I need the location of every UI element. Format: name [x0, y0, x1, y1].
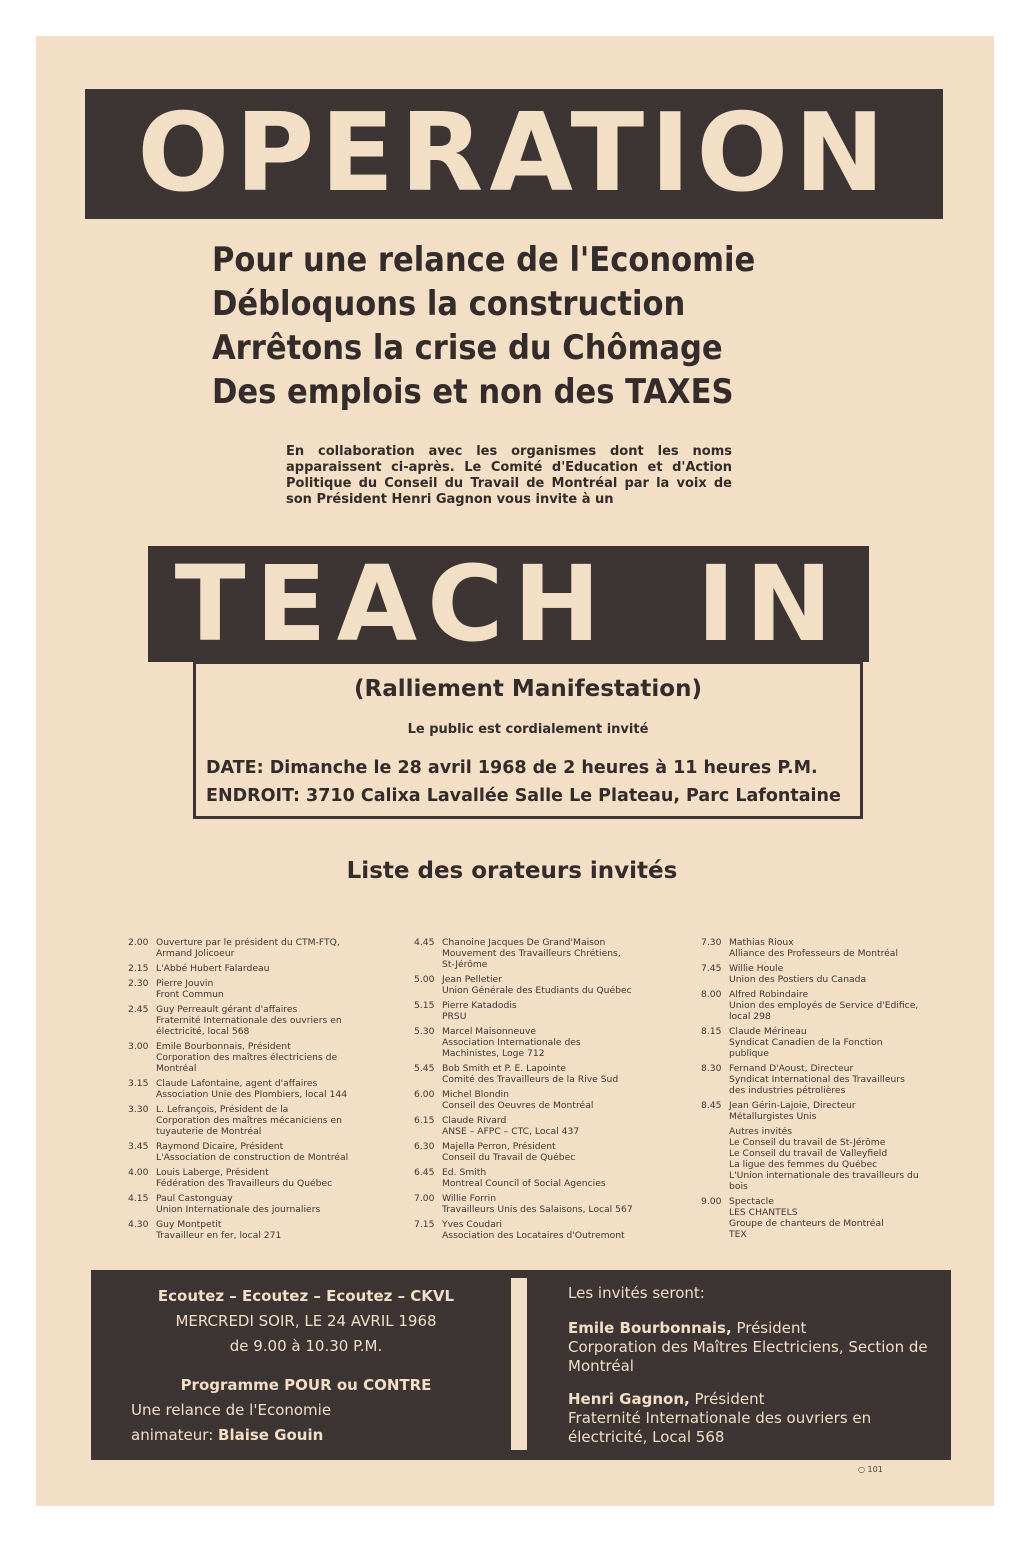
speaker-entry — [128, 1104, 353, 1137]
speaker-time: 6.00 — [414, 1089, 435, 1100]
speakers-column-2 — [414, 937, 633, 1245]
speaker-time — [701, 1126, 729, 1192]
speaker-line: Fraternité Internationale des ouvriers en — [156, 1015, 342, 1026]
speaker-text — [729, 989, 926, 1022]
guests-title: Les invités seront: — [568, 1284, 705, 1302]
speaker-line: Claude Rivard — [442, 1115, 507, 1126]
intro-paragraph: En collaboration avec les organismes dont les noms apparaissent ci-après. Le Comité d'Education et d'Action Politique du Conseil du Travail de Montréal par la voix de son Président Henri Gagnon vous invite à un — [286, 444, 732, 507]
speaker-line: électricité, local 568 — [156, 1026, 250, 1037]
speaker-time: 6.15 — [414, 1115, 435, 1126]
speaker-time: 7.45 — [701, 963, 722, 974]
speaker-text — [729, 1126, 926, 1192]
speaker-text — [729, 1026, 926, 1059]
speaker-text — [442, 1167, 629, 1189]
speakers-column-3 — [701, 937, 926, 1244]
speaker-entry — [128, 978, 353, 1000]
speaker-time: 3.00 — [128, 1041, 149, 1052]
speaker-entry — [128, 1041, 353, 1074]
speaker-time: 6.45 — [414, 1167, 435, 1178]
host-name: Blaise Gouin — [218, 1426, 324, 1444]
speaker-line: Machinistes, Loge 712 — [442, 1048, 545, 1059]
speaker-line: Le Conseil du travail de St-Jérôme — [729, 1137, 886, 1148]
speaker-line: Armand Jolicoeur — [156, 948, 235, 959]
speaker-line: Guy Montpetit — [156, 1219, 222, 1230]
speaker-line: Louis Laberge, Président — [156, 1167, 269, 1178]
speaker-text — [156, 1167, 353, 1189]
speaker-entry — [701, 1196, 926, 1240]
speaker-time: 4.00 — [128, 1167, 149, 1178]
speaker-entry — [414, 1115, 629, 1137]
speaker-time: 8.30 — [701, 1063, 722, 1074]
speaker-line: L'Union internationale des travailleurs du — [729, 1170, 919, 1181]
speaker-line: publique — [729, 1048, 769, 1059]
speaker-line: Spectacle — [729, 1196, 774, 1207]
speaker-entry — [414, 1193, 633, 1215]
radio-divider — [511, 1278, 527, 1450]
speaker-line: Comité des Travailleurs de la Rive Sud — [442, 1074, 619, 1085]
slogan-list — [212, 238, 912, 414]
speaker-text — [442, 1089, 629, 1111]
speaker-line: Corporation des maîtres électriciens de — [156, 1052, 338, 1063]
guest-name: Emile Bourbonnais, — [568, 1319, 732, 1337]
speaker-line: Association Unie des Plombiers, local 144 — [156, 1089, 348, 1100]
speaker-line: Pierre Jouvin — [156, 978, 214, 989]
operation-banner — [85, 89, 943, 219]
speaker-line: L'Association de construction de Montréal — [156, 1152, 349, 1163]
speaker-time: 5.00 — [414, 974, 435, 985]
speaker-entry — [701, 937, 926, 959]
event-date: DATE: Dimanche le 28 avril 1968 de 2 heures à 11 heures P.M. — [206, 758, 818, 778]
speaker-time: 3.45 — [128, 1141, 149, 1152]
speaker-line: Claude Lafontaine, agent d'affaires — [156, 1078, 318, 1089]
radio-program: Programme POUR ou CONTRE — [180, 1376, 432, 1394]
slogan-line: Arrêtons la crise du Chômage — [212, 328, 723, 368]
speaker-time: 2.30 — [128, 978, 149, 989]
speaker-line: Montréal — [156, 1063, 197, 1074]
speaker-entry — [701, 1063, 926, 1096]
speaker-text — [156, 1041, 353, 1074]
speaker-time: 7.30 — [701, 937, 722, 948]
speaker-line: Métallurgistes Unis — [729, 1111, 817, 1122]
speaker-entry — [128, 1167, 353, 1189]
speaker-line: Raymond Dicaire, Président — [156, 1141, 284, 1152]
speaker-line: Association des Locataires d'Outremont — [442, 1230, 625, 1241]
speaker-line: Majella Perron, Président — [442, 1141, 556, 1152]
speaker-line: Marcel Maisonneuve — [442, 1026, 537, 1037]
speaker-text — [729, 963, 926, 985]
speaker-line: La ligue des femmes du Québec — [729, 1159, 878, 1170]
speaker-entry — [128, 1078, 353, 1100]
speaker-text — [729, 1196, 926, 1240]
speaker-line: Conseil du Travail de Québec — [442, 1152, 576, 1163]
speaker-time: 4.15 — [128, 1193, 149, 1204]
speaker-line: Le Conseil du travail de Valleyfield — [729, 1148, 888, 1159]
speaker-line: L. Lefrançois, Président de la — [156, 1104, 289, 1115]
slogan-line: Débloquons la construction — [212, 284, 686, 324]
radio-host — [111, 1423, 501, 1448]
speaker-line: Jean Pelletier — [442, 974, 502, 985]
speaker-line: Travailleur en fer, local 271 — [156, 1230, 282, 1241]
speaker-entry — [128, 1004, 353, 1037]
speaker-line: Guy Perreault gérant d'affaires — [156, 1004, 298, 1015]
speaker-line: Ed. Smith — [442, 1167, 487, 1178]
speaker-line: Chanoine Jacques De Grand'Maison — [442, 937, 606, 948]
speaker-time: 2.00 — [128, 937, 149, 948]
speaker-entry — [414, 1167, 629, 1189]
speaker-line: bois — [729, 1181, 748, 1192]
speaker-line: Autres invités — [729, 1126, 793, 1137]
speaker-text — [442, 1193, 633, 1215]
speaker-line: Fernand D'Aoust, Directeur — [729, 1063, 854, 1074]
event-place: ENDROIT: 3710 Calixa Lavallée Salle Le Plateau, Parc Lafontaine — [206, 786, 841, 806]
speaker-line: Michel Blondin — [442, 1089, 509, 1100]
speaker-entry — [414, 1219, 629, 1241]
slogan-line: Des emplois et non des TAXES — [212, 372, 734, 412]
speaker-line: Syndicat Canadien de la Fonction — [729, 1037, 883, 1048]
event-date-place — [206, 754, 850, 810]
speaker-time: 8.00 — [701, 989, 722, 1000]
speaker-line: Claude Mérineau — [729, 1026, 807, 1037]
speakers-heading: Liste des orateurs invités — [346, 858, 678, 884]
speaker-line: St-Jérôme — [442, 959, 488, 970]
speaker-line: Conseil des Oeuvres de Montréal — [442, 1100, 594, 1111]
public-invite-note: Le public est cordialement invité — [407, 722, 649, 737]
radio-topic: Une relance de l'Economie — [131, 1401, 332, 1419]
guest-role: Président — [694, 1390, 765, 1408]
speaker-text — [729, 1100, 926, 1122]
speaker-entry — [701, 989, 926, 1022]
slogan-line: Pour une relance de l'Economie — [212, 240, 756, 280]
speaker-entry — [701, 1126, 926, 1192]
speaker-line: Emile Bourbonnais, Président — [156, 1041, 291, 1052]
speaker-time: 3.30 — [128, 1104, 149, 1115]
speaker-line: Travailleurs Unis des Salaisons, Local 567 — [442, 1204, 633, 1215]
speaker-text — [156, 1141, 353, 1163]
speaker-text — [442, 1115, 629, 1137]
speaker-time: 9.00 — [701, 1196, 722, 1207]
teach-in-banner — [148, 543, 869, 665]
speaker-line: ANSE – AFPC – CTC, Local 437 — [442, 1126, 580, 1137]
guest-entry — [568, 1319, 938, 1376]
speaker-line: Union des Postiers du Canada — [729, 974, 867, 985]
speaker-text — [442, 937, 629, 970]
event-subtitle: (Ralliement Manifestation) — [354, 676, 702, 702]
speaker-line: Jean Gérin-Lajoie, Directeur — [729, 1100, 856, 1111]
speaker-entry — [128, 963, 353, 974]
speaker-time: 7.15 — [414, 1219, 435, 1230]
speaker-line: Willie Houle — [729, 963, 784, 974]
speaker-line: LES CHANTELS — [729, 1207, 798, 1218]
guest-role: Président — [736, 1319, 807, 1337]
speaker-text — [156, 1193, 353, 1215]
speaker-entry — [128, 1193, 353, 1215]
guest-entry — [568, 1390, 938, 1447]
radio-time: de 9.00 à 10.30 P.M. — [229, 1337, 383, 1355]
speaker-text — [156, 1004, 353, 1037]
speaker-time: 6.30 — [414, 1141, 435, 1152]
speaker-time: 5.45 — [414, 1063, 435, 1074]
host-label: animateur: — [131, 1426, 214, 1444]
speaker-entry — [414, 1000, 629, 1022]
speaker-text — [156, 1219, 353, 1241]
speaker-line: Fédération des Travailleurs du Québec — [156, 1178, 333, 1189]
speaker-text — [442, 1000, 629, 1022]
speaker-entry — [414, 1026, 629, 1059]
speaker-time: 5.15 — [414, 1000, 435, 1011]
speaker-line: Alfred Robindaire — [729, 989, 809, 1000]
speaker-time: 3.15 — [128, 1078, 149, 1089]
speaker-entry — [128, 937, 353, 959]
speaker-line: Front Commun — [156, 989, 224, 1000]
speaker-time: 4.30 — [128, 1219, 149, 1230]
radio-headline: Ecoutez – Ecoutez – Ecoutez – CKVL — [157, 1287, 455, 1305]
speaker-time: 8.45 — [701, 1100, 722, 1111]
guest-org: Corporation des Maîtres Electriciens, Section de Montréal — [568, 1338, 928, 1375]
speaker-entry — [128, 1141, 353, 1163]
speaker-entry — [414, 937, 629, 970]
speaker-time: 8.15 — [701, 1026, 722, 1037]
radio-guests-panel — [568, 1284, 938, 1447]
speaker-line: tuyauterie de Montréal — [156, 1126, 262, 1137]
speaker-entry — [701, 1100, 926, 1122]
speaker-entry — [701, 1026, 926, 1059]
speaker-time: 7.00 — [414, 1193, 435, 1204]
speaker-line: Mathias Rioux — [729, 937, 794, 948]
radio-program-box — [91, 1270, 951, 1460]
speaker-line: Bob Smith et P. E. Lapointe — [442, 1063, 566, 1074]
speaker-line: Union des employés de Service d'Edifice, — [729, 1000, 919, 1011]
speaker-text — [156, 1078, 353, 1100]
speakers-column-1 — [128, 937, 353, 1245]
speaker-text — [156, 937, 353, 959]
speaker-line: L'Abbé Hubert Falardeau — [156, 963, 270, 974]
speaker-line: local 298 — [729, 1011, 771, 1022]
speaker-entry — [414, 1063, 629, 1085]
speaker-line: Syndicat International des Travailleurs — [729, 1074, 905, 1085]
speaker-entry — [414, 974, 632, 996]
radio-date: MERCREDI SOIR, LE 24 AVRIL 1968 — [175, 1312, 437, 1330]
radio-left-panel — [111, 1284, 501, 1448]
speaker-time: 5.30 — [414, 1026, 435, 1037]
speaker-line: Pierre Katadodis — [442, 1000, 517, 1011]
speaker-line: Association Internationale des — [442, 1037, 581, 1048]
speaker-line: Groupe de chanteurs de Montréal — [729, 1218, 884, 1229]
speaker-entry — [414, 1141, 629, 1163]
speaker-line: Montreal Council of Social Agencies — [442, 1178, 606, 1189]
guest-org: Fraternité Internationale des ouvriers en électricité, Local 568 — [568, 1409, 872, 1446]
speaker-line: Willie Forrin — [442, 1193, 497, 1204]
printer-mark: ○ 101 — [858, 1465, 883, 1474]
speaker-text — [156, 978, 353, 1000]
event-details-box — [193, 661, 863, 819]
teach-in-title: TEACH IN — [174, 543, 843, 665]
speaker-entry — [128, 1219, 353, 1241]
speaker-time: 4.45 — [414, 937, 435, 948]
speaker-entry — [701, 963, 926, 985]
printer-mark-number: 101 — [867, 1465, 883, 1474]
speaker-text — [442, 1219, 629, 1241]
speaker-text — [442, 974, 632, 996]
speaker-text — [156, 963, 353, 974]
speaker-text — [156, 1104, 353, 1137]
speaker-time: 2.15 — [128, 963, 149, 974]
speaker-line: TEX — [729, 1229, 747, 1240]
speaker-line: des industries pétrolières — [729, 1085, 846, 1096]
speaker-line: Mouvement des Travailleurs Chrétiens, — [442, 948, 621, 959]
guest-name: Henri Gagnon, — [568, 1390, 690, 1408]
speaker-line: Paul Castonguay — [156, 1193, 233, 1204]
speaker-line: PRSU — [442, 1011, 467, 1022]
speaker-line: Alliance des Professeurs de Montréal — [729, 948, 898, 959]
speaker-text — [729, 1063, 926, 1096]
speaker-time: 2.45 — [128, 1004, 149, 1015]
speaker-line: Ouverture par le président du CTM-FTQ, — [156, 937, 340, 948]
speaker-line: Union Internationale des journaliers — [156, 1204, 321, 1215]
speaker-text — [442, 1063, 629, 1085]
speaker-line: Union Générale des Etudiants du Québec — [442, 985, 632, 996]
speaker-text — [442, 1026, 629, 1059]
speaker-line: Yves Coudari — [442, 1219, 503, 1230]
operation-title: OPERATION — [137, 91, 891, 216]
speaker-text — [729, 937, 926, 959]
speaker-line: Corporation des maîtres mécaniciens en — [156, 1115, 342, 1126]
speaker-text — [442, 1141, 629, 1163]
speaker-entry — [414, 1089, 629, 1111]
